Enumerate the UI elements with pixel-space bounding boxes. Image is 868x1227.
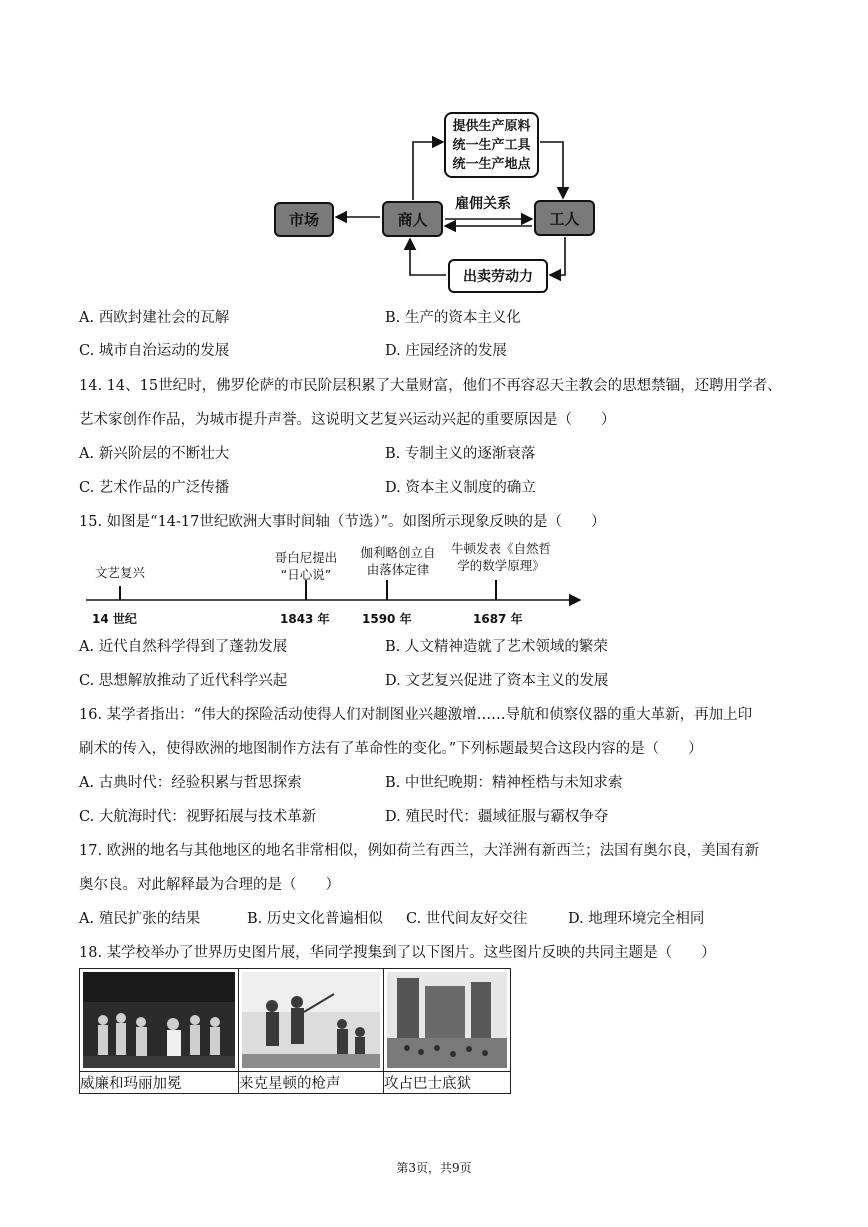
timeline-event-renaissance: 文艺复兴 <box>94 565 145 580</box>
photo-cell-1 <box>80 969 239 1072</box>
lexington-photo <box>242 972 380 1068</box>
q14-stem-line-1: 14. 14、15世纪时，佛罗伦萨的市民阶层积累了大量财富，他们不再容忍天主教会的思想禁锢，还聘用学者、 <box>79 378 782 394</box>
q13-option-b: B. 生产的资本主义化 <box>385 310 521 326</box>
q16-option-d: D. 殖民时代：疆域征服与霸权争夺 <box>385 809 609 825</box>
timeline-event-newton: 牛顿发表《自然哲 学的数学原理》 <box>450 541 551 573</box>
sell-labor-box: 出卖劳动力 <box>448 259 548 293</box>
q15-option-a: A. 近代自然科学得到了蓬勃发展 <box>79 639 288 655</box>
worker-box: 工人 <box>534 200 595 236</box>
q16-stem-line-1: 16. 某学者指出：“伟大的探险活动使得人们对制图业兴趣激增……导航和侦察仪器的重大革新，再加上印 <box>79 707 753 723</box>
bastille-photo <box>387 972 507 1068</box>
q17-stem-line-2: 奥尔良。对此解释最为合理的是（ ） <box>79 877 340 893</box>
supply-line-1: 提供生产原料 <box>452 118 531 134</box>
timeline-event-galileo: 伽利略创立自 由落体定律 <box>360 545 436 577</box>
supply-line-3: 统一生产地点 <box>452 156 531 172</box>
employment-label: 雇佣关系 <box>455 196 511 212</box>
photo-caption-2: 来克星顿的枪声 <box>239 1072 384 1094</box>
q17-option-a: A. 殖民扩张的结果 <box>79 911 201 927</box>
photo-caption-3: 攻占巴士底狱 <box>384 1072 511 1094</box>
q17-stem-line-1: 17. 欧洲的地名与其他地区的地名非常相似，例如荷兰有西兰，大洋洲有新西兰；法国有奥尔良，美国有新 <box>79 843 760 859</box>
market-box: 市场 <box>274 202 334 237</box>
supply-box <box>444 112 539 178</box>
q14-option-c: C. 艺术作品的广泛传播 <box>79 480 230 496</box>
q15-option-c: C. 思想解放推动了近代科学兴起 <box>79 673 288 689</box>
coronation-photo <box>83 972 235 1068</box>
q14-option-a: A. 新兴阶层的不断壮大 <box>79 446 230 462</box>
timeline-year-3: 1590 年 <box>362 612 412 626</box>
q13-option-c: C. 城市自治运动的发展 <box>79 343 230 359</box>
q17-option-b: B. 历史文化普遍相似 <box>247 911 383 927</box>
q13-option-d: D. 庄园经济的发展 <box>385 343 507 359</box>
q15-stem: 15. 如图是“14-17世纪欧洲大事时间轴（节选）”。如图所示现象反映的是（ ） <box>79 514 606 530</box>
photo-caption-1: 威廉和玛丽加冕 <box>80 1072 239 1094</box>
process-diagram <box>260 105 620 300</box>
q16-option-b: B. 中世纪晚期：精神桎梏与未知求索 <box>385 775 623 791</box>
q18-stem: 18. 某学校举办了世界历史图片展，华同学搜集到了以下图片。这些图片反映的共同主题是（ ） <box>79 945 716 961</box>
photo-cell-3 <box>384 969 511 1072</box>
q15-option-d: D. 文艺复兴促进了资本主义的发展 <box>385 673 609 689</box>
supply-line-2: 统一生产工具 <box>452 137 531 153</box>
merchant-box: 商人 <box>382 201 443 237</box>
q16-stem-line-2: 刷术的传入，使得欧洲的地图制作方法有了革命性的变化。”下列标题最契合这段内容的是（ ） <box>79 741 703 757</box>
q16-option-c: C. 大航海时代：视野拓展与技术革新 <box>79 809 317 825</box>
q14-option-b: B. 专制主义的逐渐衰落 <box>385 446 536 462</box>
timeline-year-1: 14 世纪 <box>92 612 137 626</box>
timeline <box>80 540 590 630</box>
page-footer: 第3页，共9页 <box>396 1161 472 1175</box>
q14-stem-line-2: 艺术家创作作品，为城市提升声誉。这说明文艺复兴运动兴起的重要原因是（ ） <box>79 412 616 428</box>
q14-option-d: D. 资本主义制度的确立 <box>385 480 536 496</box>
timeline-event-copernicus: 哥白尼提出 “日心说” <box>274 550 338 582</box>
q17-option-c: C. 世代间友好交往 <box>406 911 528 927</box>
q17-option-d: D. 地理环境完全相同 <box>568 911 705 927</box>
q15-option-b: B. 人文精神造就了艺术领域的繁荣 <box>385 639 608 655</box>
timeline-year-4: 1687 年 <box>473 612 523 626</box>
q13-option-a: A. 西欧封建社会的瓦解 <box>79 310 230 326</box>
timeline-year-2: 1843 年 <box>280 612 330 626</box>
photo-table <box>79 968 511 1094</box>
q16-option-a: A. 古典时代：经验积累与哲思探索 <box>79 775 302 791</box>
photo-cell-2 <box>239 969 384 1072</box>
